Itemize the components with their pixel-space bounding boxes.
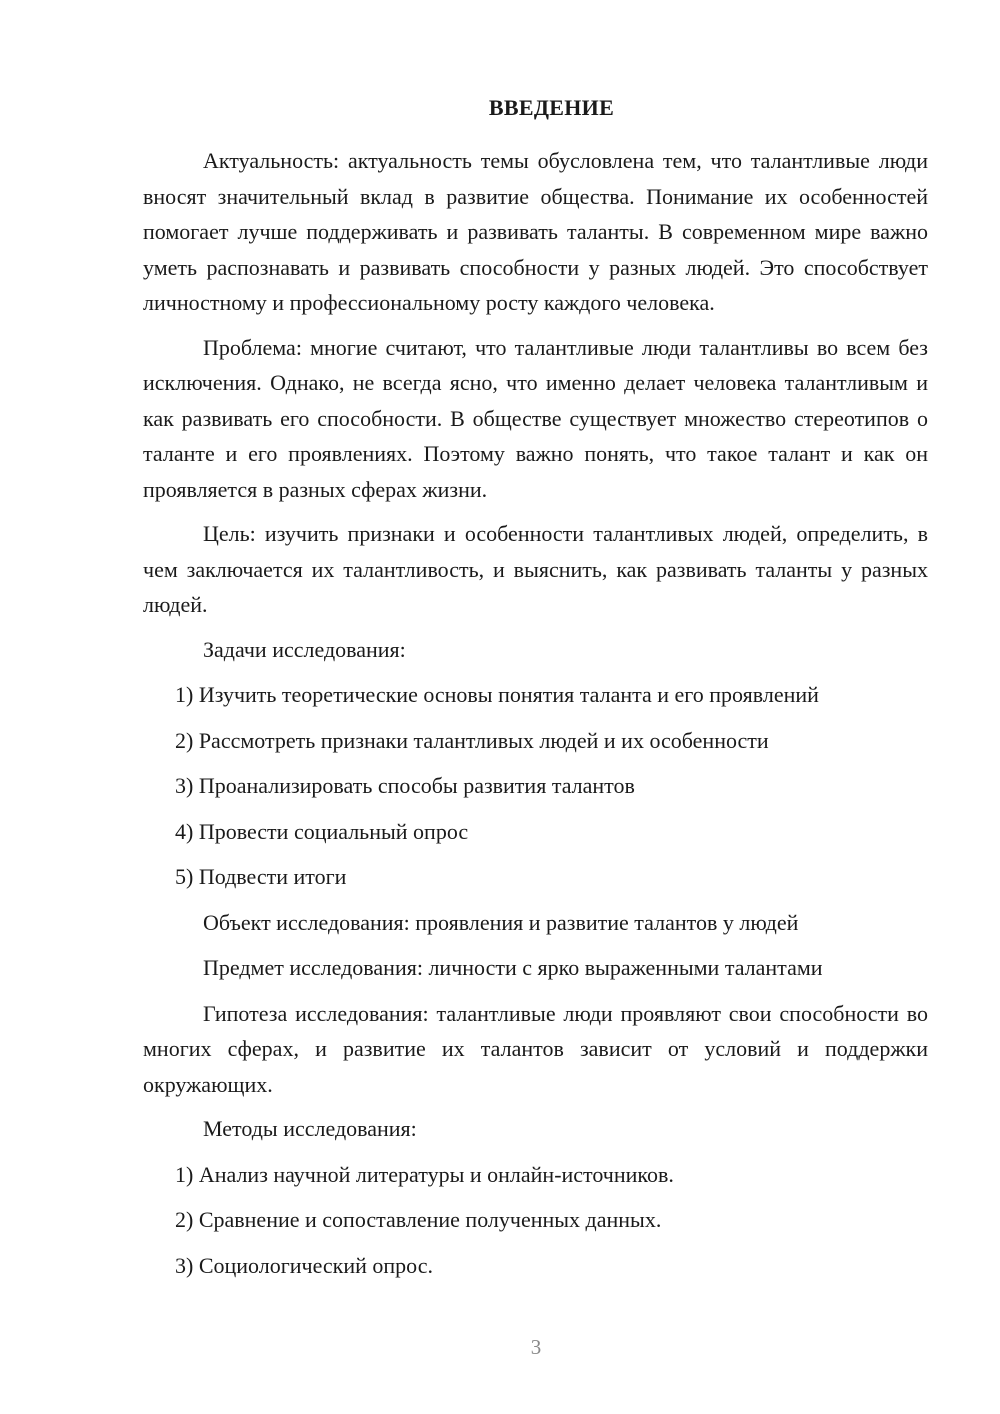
page-content (143, 93, 928, 1293)
goal-paragraph: Цель: изучить признаки и особенности талантливых людей, определить, в чем заключается их талантливость, и выяснить, как развивать таланты у разных людей. (143, 521, 928, 617)
task-item: 3) Проанализировать способы развития талантов (175, 773, 635, 798)
section-title: ВВЕДЕНИЕ (488, 95, 615, 120)
method-item: 2) Сравнение и сопоставление полученных данных. (175, 1207, 662, 1232)
hypothesis-paragraph: Гипотеза исследования: талантливые люди проявляют свои способности во многих сферах, и развитие их талантов зависит от условий и поддержки окружающих. (143, 1000, 928, 1097)
methods-heading: Методы исследования: (203, 1116, 417, 1141)
research-object: Объект исследования: проявления и развитие талантов у людей (203, 909, 799, 935)
relevance-paragraph: Актуальность: актуальность темы обусловлена тем, что талантливые люди вносят значительный вклад в развитие общества. Понимание их особенностей помогает лучше поддерживать и развивать таланты. В современном мире важно уметь распознавать и развивать способности у разных людей. Это способствует личностному и профессиональному росту каждого человека. (143, 148, 928, 315)
task-item: 4) Провести социальный опрос (175, 818, 469, 844)
task-item: 2) Рассмотреть признаки талантливых людей и их особенности (175, 727, 769, 753)
tasks-heading: Задачи исследования: (203, 636, 406, 662)
method-item: 3) Социологический опрос. (175, 1252, 433, 1278)
research-subject: Предмет исследования: личности с ярко выраженными талантами (203, 955, 823, 980)
methods-list (143, 1157, 928, 1284)
problem-paragraph: Проблема: многие считают, что талантливые люди талантливы во всем без исключения. Однако, не всегда ясно, что именно делает человека талантливым и как развивать его способности. В обществе существует множество стереотипов о таланте и его проявлениях. Поэтому важно понять, что такое талант и как он проявляется в разных сферах жизни. (143, 334, 928, 502)
tasks-list (143, 677, 928, 895)
method-item: 1) Анализ научной литературы и онлайн-источников. (175, 1161, 674, 1187)
task-item: 1) Изучить теоретические основы понятия таланта и его проявлений (175, 682, 819, 707)
page-number: 3 (530, 1335, 542, 1359)
task-item: 5) Подвести итоги (175, 864, 347, 889)
